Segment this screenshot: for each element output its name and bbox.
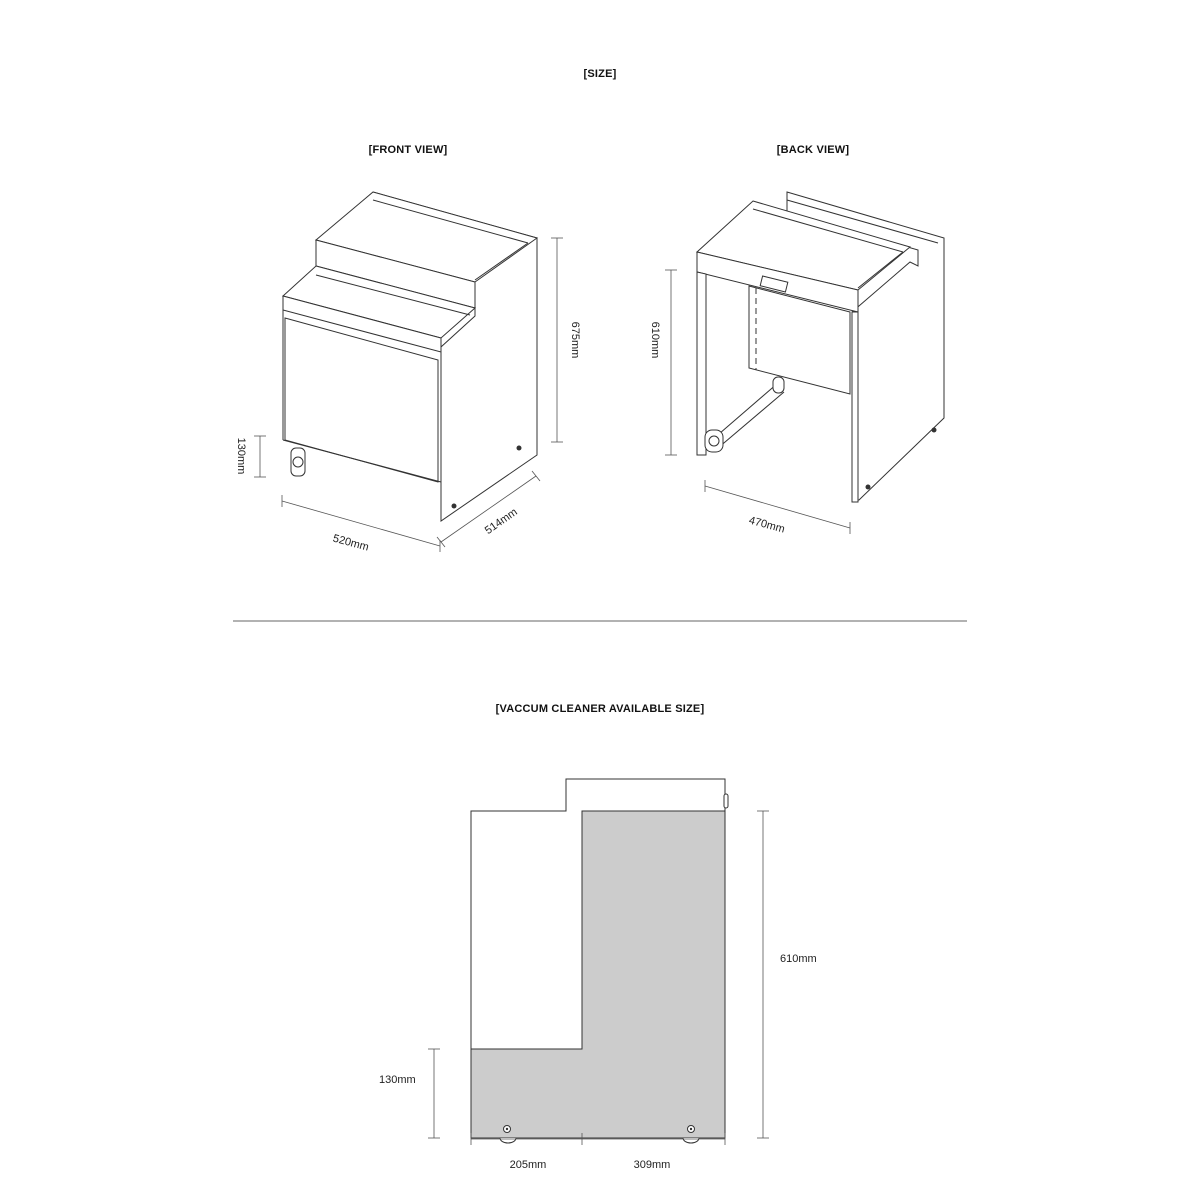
back-height-label: 610mm (649, 321, 661, 359)
back-wheel-front (705, 430, 723, 452)
back-right-leg (852, 312, 858, 502)
front-screw-1 (517, 446, 522, 451)
front-height-label: 675mm (569, 321, 581, 359)
vacuum-right-width-label: 309mm (633, 1159, 671, 1171)
front-leg-height-label: 130mm (235, 437, 247, 475)
vacuum-left-width-label: 205mm (509, 1159, 547, 1171)
front-screw-2 (452, 504, 457, 509)
front-view-title: [FRONT VIEW] (368, 144, 448, 156)
back-view-title: [BACK VIEW] (776, 144, 850, 156)
vacuum-title: [VACCUM CLEANER AVAILABLE SIZE] (495, 703, 705, 715)
vacuum-bottom-height-label: 130mm (379, 1074, 416, 1086)
front-width-label: 520mm (331, 532, 371, 554)
front-view-drawing (235, 192, 581, 554)
page-title: [SIZE] (583, 68, 617, 80)
back-view-drawing (649, 192, 944, 536)
vacuum-height-label: 610mm (780, 953, 817, 965)
vacuum-size-drawing (379, 779, 817, 1171)
back-screw-2 (866, 485, 871, 490)
back-screw-1 (932, 428, 937, 433)
back-wheel-rear (773, 377, 784, 393)
front-depth-label: 514mm (482, 506, 520, 537)
back-width-label: 470mm (747, 514, 787, 536)
back-left-leg (697, 272, 706, 455)
